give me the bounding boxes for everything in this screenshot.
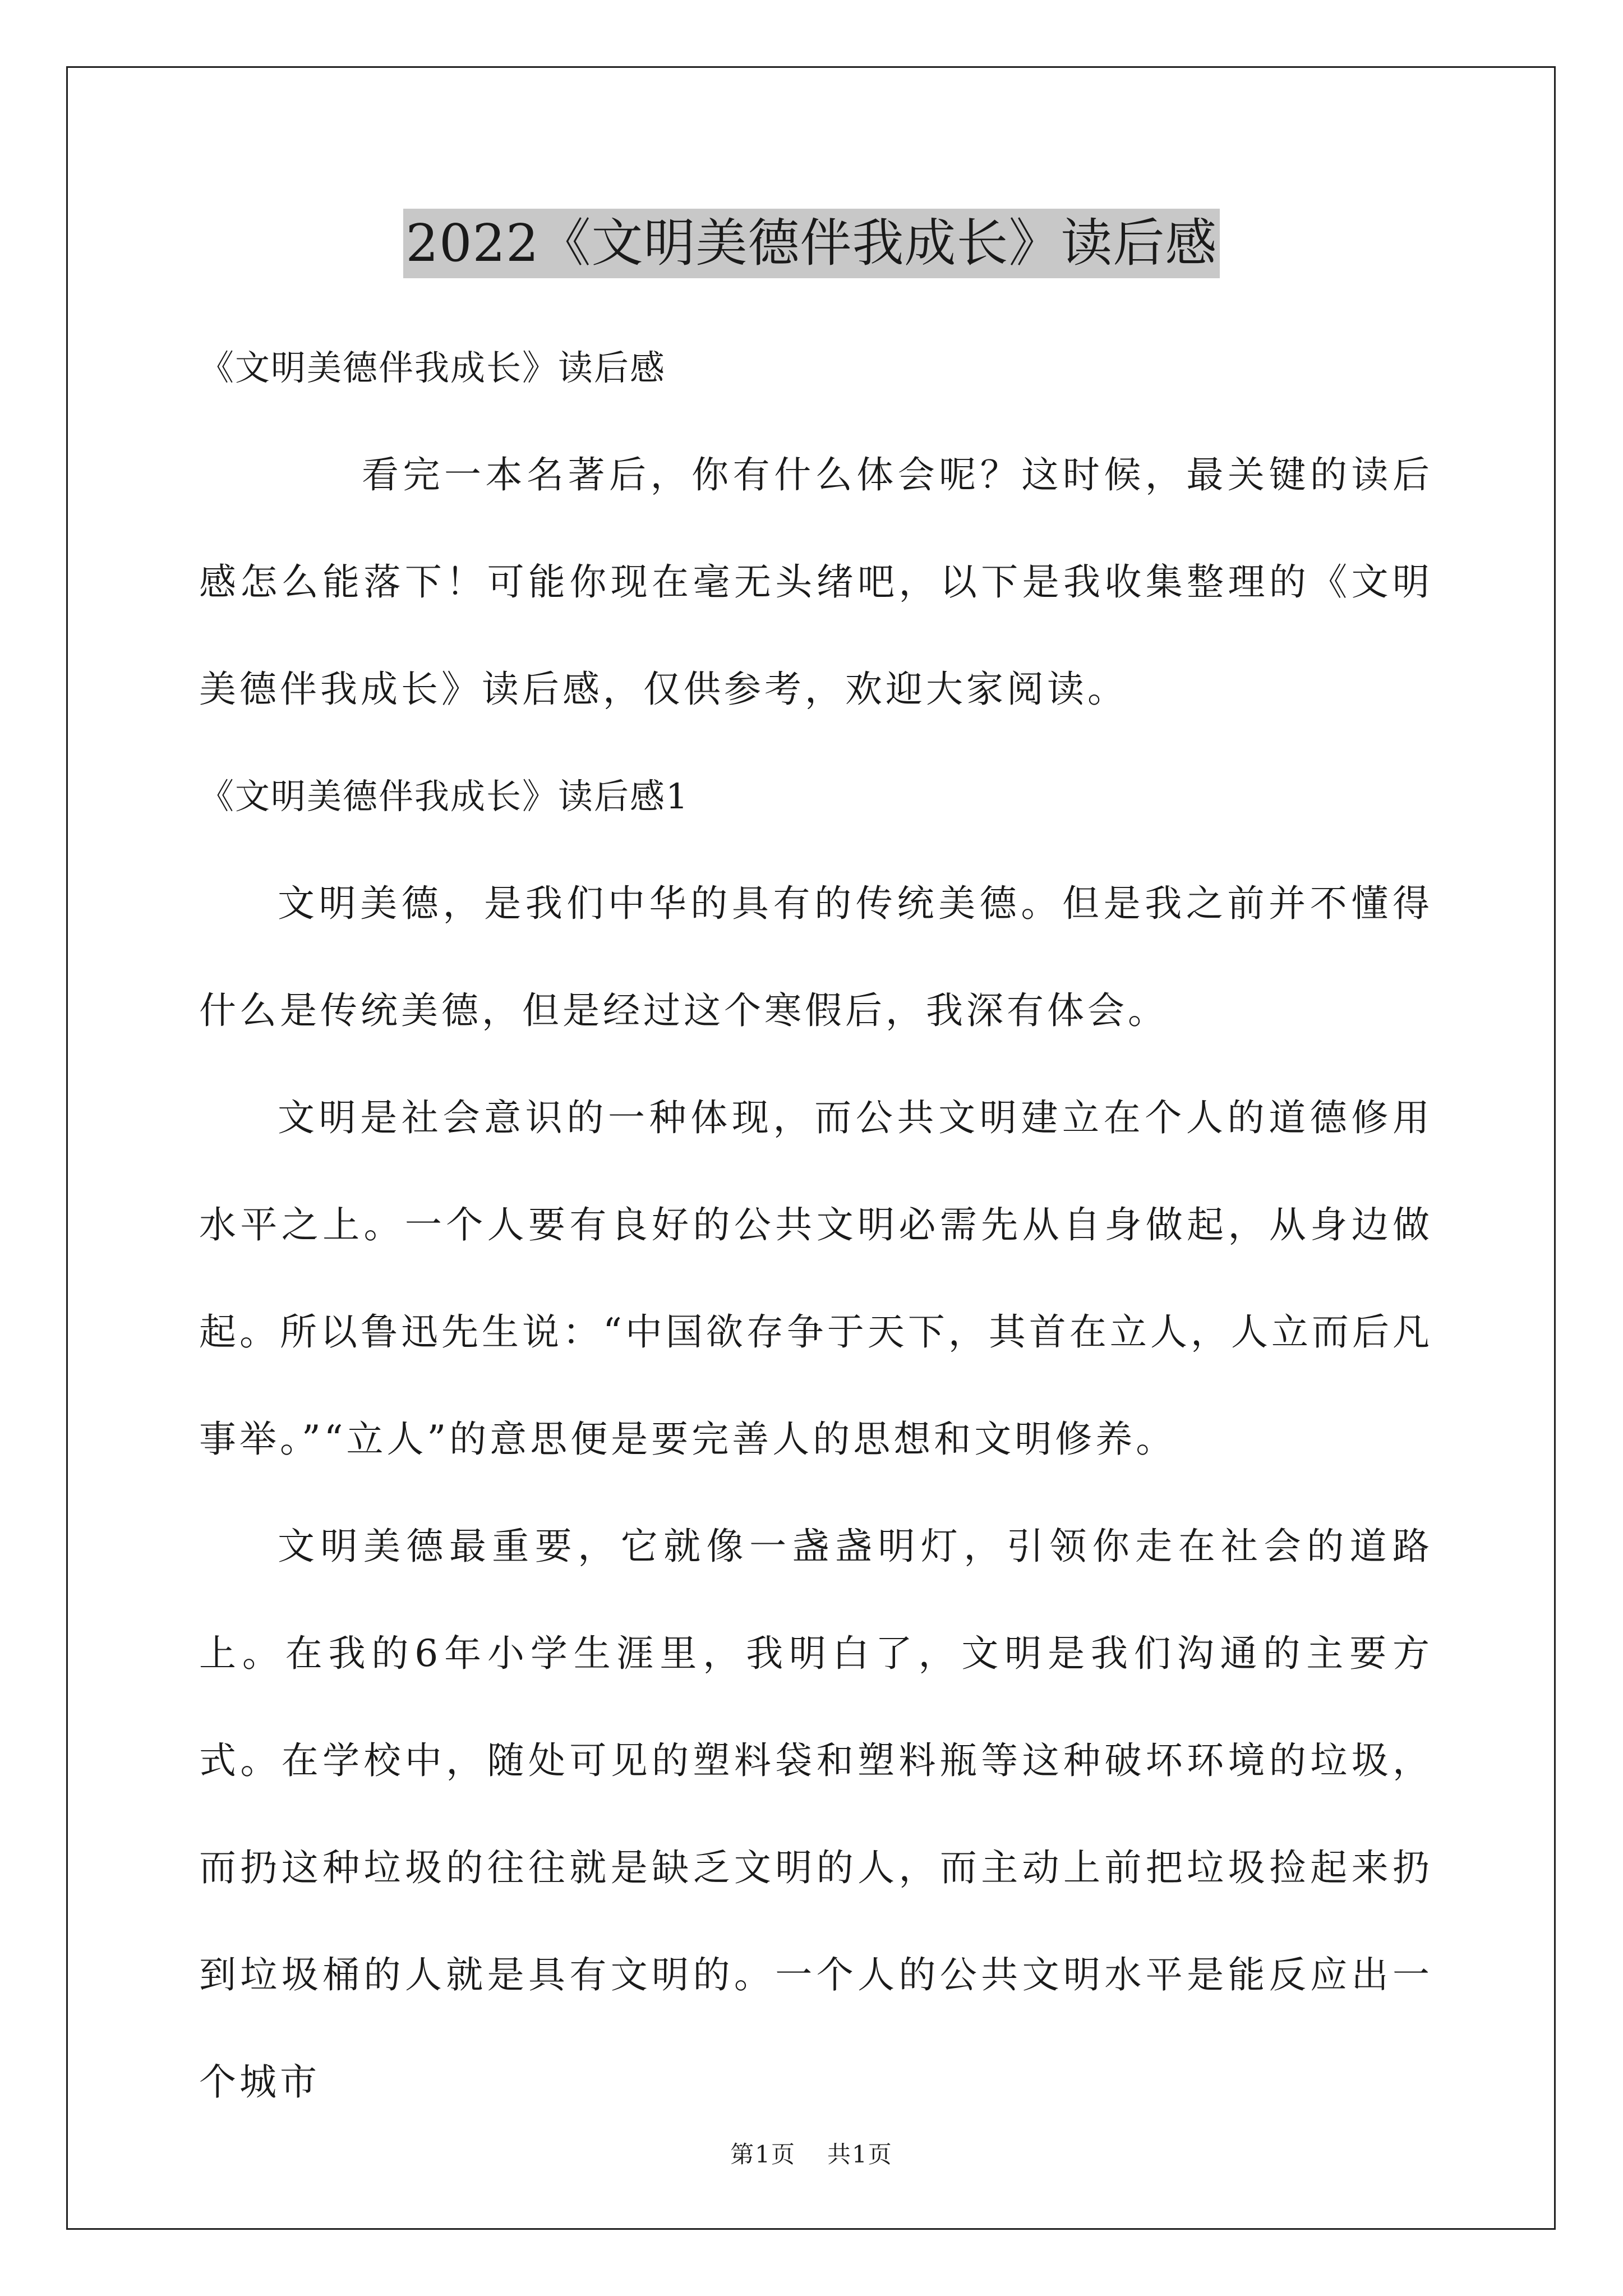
page-total: 共1页 xyxy=(827,2141,893,2168)
body-paragraph-2: 文明是社会意识的一种体现，而公共文明建立在个人的道德修用水平之上。一个人要有良好的公共文明必需先从自身做起，从身边做起。所以鲁迅先生说：“中国欲存争于天下，其首在立人，人立而后凡事举。”“立人”的意思便是要完善人的思想和文明修养。 xyxy=(199,1096,1433,1461)
title-container xyxy=(0,209,1623,278)
intro-paragraph: 看完一本名著后，你有什么体会呢？这时候，最关键的读后感怎么能落下！可能你现在毫无头绪吧，以下是我收集整理的《文明美德伴我成长》读后感，仅供参考，欢迎大家阅读。 xyxy=(199,453,1433,711)
body-paragraph-3: 文明美德最重要，它就像一盏盏明灯，引领你走在社会的道路上。在我的6年小学生涯里，我明白了，文明是我们沟通的主要方式。在学校中，随处可见的塑料袋和塑料瓶等这种破坏环境的垃圾，而扔这种垃圾的往往就是缺乏文明的人，而主动上前把垃圾捡起来扔到垃圾桶的人就是具有文明的。一个人的公共文明水平是能反应出一个城市 xyxy=(199,1525,1433,2104)
document-body xyxy=(199,314,1433,2136)
page-number: 第1页 xyxy=(730,2141,796,2168)
document-title: 2022《文明美德伴我成长》读后感 xyxy=(403,209,1219,278)
body-paragraph-1: 文明美德，是我们中华的具有的传统美德。但是我之前并不懂得什么是传统美德，但是经过这个寒假后，我深有体会。 xyxy=(199,882,1433,1032)
page-footer xyxy=(0,2136,1623,2170)
subtitle: 《文明美德伴我成长》读后感 xyxy=(199,347,666,388)
section-heading: 《文明美德伴我成长》读后感1 xyxy=(199,776,689,817)
